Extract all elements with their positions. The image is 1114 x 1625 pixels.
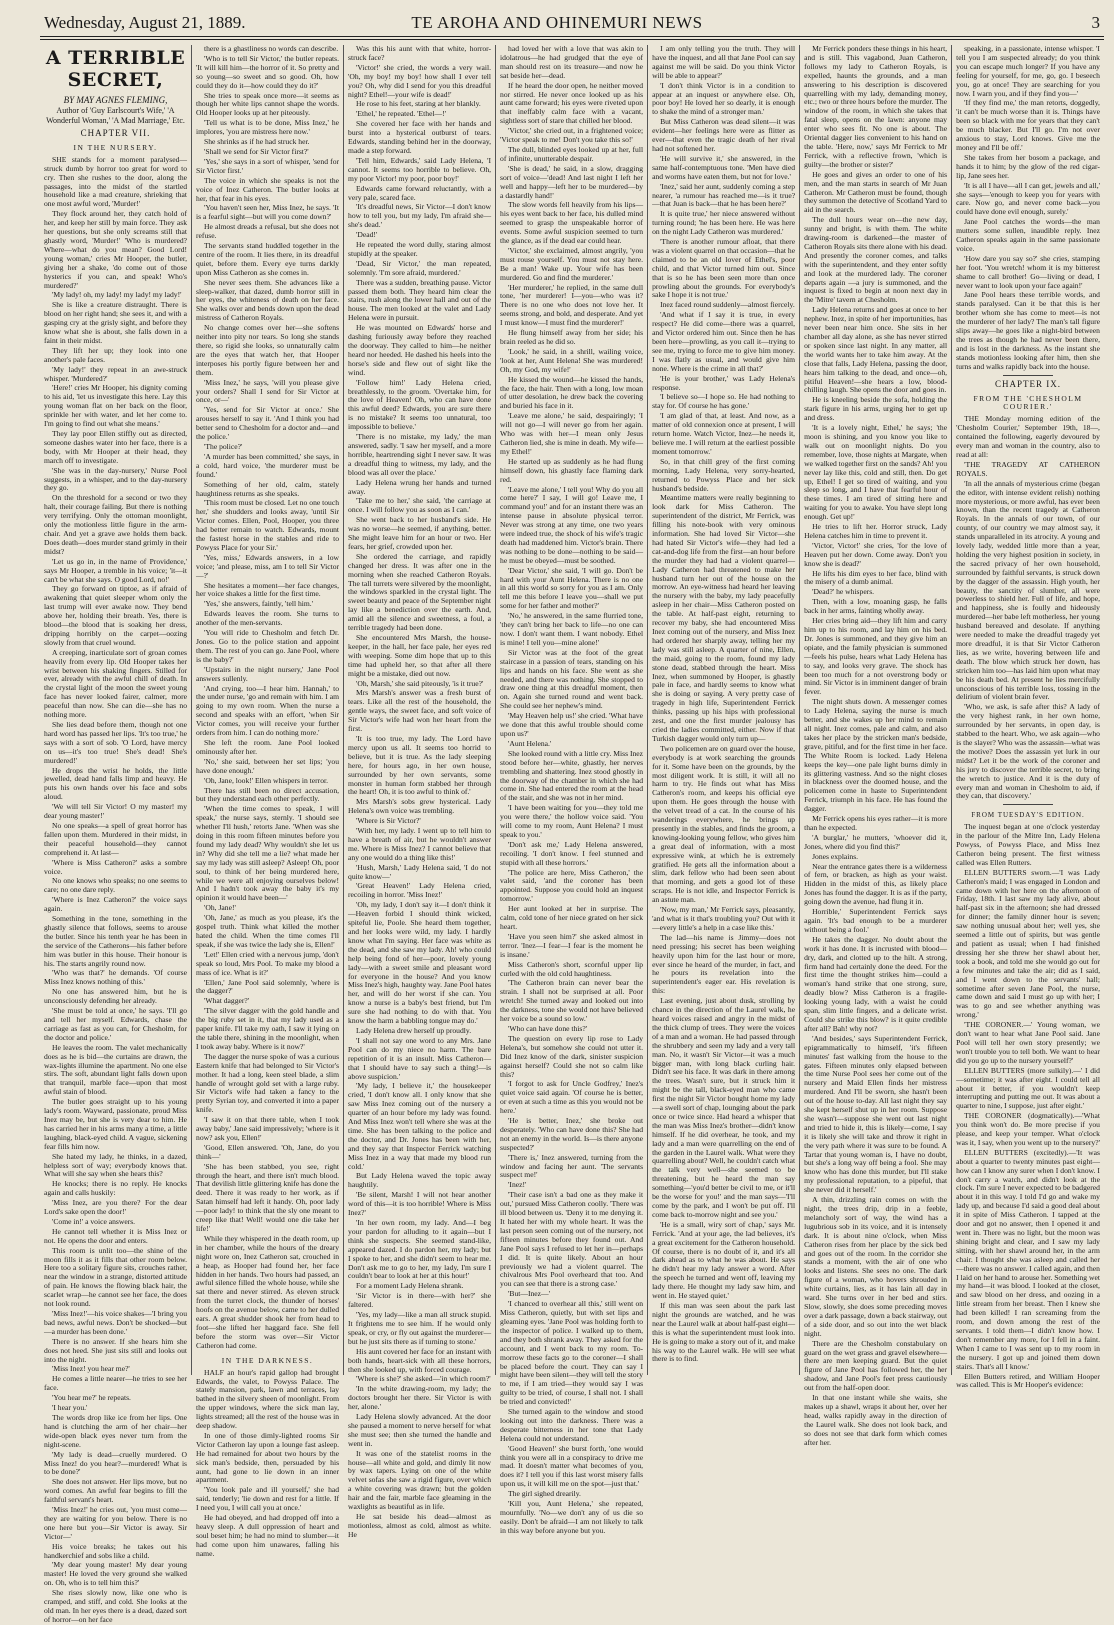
paragraph: 'Good, Ellen answered. 'Oh, Jane, do you think—' xyxy=(196,1142,340,1161)
paragraph: The voice in which she speaks is not the voice of Inez Catheron. The butler looks at her, that fear in his eyes. xyxy=(196,175,340,203)
paragraph: No one knows who speaks; no one seems to care; no one dare reply. xyxy=(44,876,188,895)
paragraph: had loved her with a love that was akin to idolatrous—he had grudged that the eye of man should rest on its treasure—and now he sat beside her—dead. xyxy=(500,44,644,80)
paragraph: 'Be silent, Marsh! I will not hear another word of this—it is too horrible! Where is Miss Inez?' xyxy=(348,1190,492,1218)
column-text xyxy=(956,823,1100,1390)
paragraph: 'I believe so—I hope so. He had nothing to stay for. Of course he has gone.' xyxy=(652,392,796,411)
paragraph: There was a sudden, breathing pause. Victor passed them both. They heard him clear the stairs, rush along the lower hall and out of the house. The men looked at the valet and Lady Helena were in pursuit. xyxy=(348,277,492,323)
paragraph: 'Ethel,' he repeated. 'Ethel—!' xyxy=(356,109,447,119)
paragraph: 'No,' she said, between her set lips; 'you have done enough.' xyxy=(196,756,340,775)
paragraph: She lies dead before them, though not one hard word has passed her lips. 'It's too true,' he says with a sort of sob. 'O Lord, have mercy on us—it's too true! She's dead! She's murdered!' xyxy=(44,720,188,765)
paragraph: SHE stands for a moment paralysed—struck dumb by horror too great for word to cry. Then she rushes to the door, along the passages, into the midst of the startled household like a mad creature, shrieking that one most awful word, 'Murder!' xyxy=(44,154,188,209)
paragraph: This room is unlit too—the shine of the moon fills it as it fills that other room below. Here too a solitary figure sits, crouches rather, near the window in a strange, distorted attitude of pain. He knows the flowing black hair, the scarlet wrap—he cannot see her face, the does not look round. xyxy=(44,1245,188,1309)
paragraph: Something in the tone, something in the ghastly silence that follows, seems to arouse the butler. Since his tenth year he has been in the service of the Catherons—his father before him was butler in this house. Their honour is his. The starts angrily round now. xyxy=(44,914,188,968)
paragraph: 'I saw it on that there table, when I took away baby,' Jane said impressively; 'where is it now? ask you, Ellen!' xyxy=(196,1115,340,1142)
paragraph: There has still been no direct accusation, but they understand each other perfectly. xyxy=(196,785,340,804)
paragraph: The inquest began at one o'clock yesterday in the parlour of the Mitre Inn, Lady Helena Powyss, of Powyss Place, and Miss Inez Catheron being present. The first witness called was Ellen Rutters. xyxy=(956,822,1100,867)
paragraph: Meantime matters were really beginning to look dark for Miss Catheron. The superintendent of the district, Mr Ferrick, was filling his note-book with very ominous information. She had loved Sir Victor—she had hated Sir Victor's wife—they had led a cat-and-dog life from the first—an hour before the murder they had had a violent quarrel—Lady Catheron had threatened to make her husband turn her out of the house on the morrow. An eye-witness had heard her leaving the nursery with the baby, my lady peacefully asleep in her chair—Miss Catheron posted on the table. At half-past eight, returning to recover my baby, she had encountered Miss Inez coming out of the nursery, and Miss Inez had ordered her sharply away, telling her my lady was still asleep. A quarter of nine, Ellen, the maid, going to the room, found my lady stone dead, stabbed through the heart. Miss Inez, when summoned by Hooper, is ghastly pale in face, and hardly seems to know what she is doing or saying. A very pretty case of tragedy in high life, Superintendent Ferrick thinks, passing up his hips with professional zest, and one the first murder jealousy has cried the ladies committed, either. Now if that Turkish dagger would only turn up— xyxy=(652,493,796,743)
paragraph: He kissed the wound—he kissed the hands, the face, the hair. Then with a long, low moan of utter desolation, he drew back the covering and buried his face in it. xyxy=(500,374,644,411)
paragraph: He comes a little nearer—he tries to see her face. xyxy=(44,1374,188,1393)
column-text xyxy=(348,45,491,1540)
paragraph: 'Miss Inez!'—his voice shakes—'I bring you bad news, awful news. Don't be shocked—but—a murder has been done.' xyxy=(44,1309,188,1336)
paragraph: She hesitates a moment—her face changes, her voice shakes a little for the first time. xyxy=(196,580,340,599)
paragraph: 'Victor, Victor!' she cries, 'for the love of Heaven put her down. Come away. Don't you know she is dead?' xyxy=(804,540,948,568)
paragraph: 'This room must be closed. Let no one touch her,' she shudders and looks away, 'until Sir Victor comes. Ellen, Pool, Hooper, you three had better remain to watch. Edwards, mount the fastest horse in the stables and ride to Powyss Place for your Sir.' xyxy=(196,498,340,552)
page-number: 3 xyxy=(1091,13,1100,32)
paragraph: 'Let!' Ellen cried with a nervous jump, 'don't speak so loud, Mrs Pool. To make my blood a mass of ice. What is it?' xyxy=(196,949,340,977)
paragraph: 'Yes, miss,' Edwards answers, in a low voice; 'and please, miss, am I to tell Sir Victor—?' xyxy=(196,552,340,580)
paragraph: The butler goes straight up to his young lady's room. Wayward, passionate, proud Miss Inez may be, but she is very dear to him. He has carried her in his arms many a time, a little laughing, black-eyed child. A vague, sickening fear fills him now. xyxy=(44,1097,188,1151)
paragraph: 'In her own room, my lady. And—I beg your pardon for alluding to it again—but I think she suspects. She seemed stand-like, appeared dazed. I do pardon her, my lady; but I spoke to her, and she didn't seem to hear me. Don't ask me to go to her, my lady, I'm sure I couldn't bear to look at her at this hour!' xyxy=(348,1218,492,1281)
paragraph: She covered her face with her hands and burst into a hysterical outburst of tears. Edwards, standing behind her in the doorway, made a step forward. xyxy=(348,119,492,155)
paragraph: The girl sighed drearily. xyxy=(508,1489,581,1499)
paragraph: 'Let us go in, in the name of Providence,' says Mr Hooper, a tremble in his voice; 'it—it can't be what she says. O good Lord, no!' xyxy=(44,556,188,584)
paragraph: 'The police are here, Miss Catheron,' the valet said, 'and the coroner has been appointed. Suppose you could hold an inquest tomorrow.' xyxy=(500,867,644,904)
paragraph: There is no answer. If she hears him she does not heed. She just sits still and looks out into the night. xyxy=(44,1336,188,1364)
paragraph: 'Dead!' xyxy=(356,230,378,240)
story-title: A TERRIBLE SECRET, xyxy=(45,47,186,91)
columns xyxy=(40,44,1104,1624)
paragraph: 'I don't think Victor is in a condition to appear at an inquest or anywhere else. Oh, poor boy! He loved her so dearly, it is enough to shake the mind of a stronger man.' xyxy=(652,80,796,117)
paragraph: It is quite true,' her niece answered without turning round; 'he has been here. He was here on the night Lady Catheron was murdered.' xyxy=(652,209,796,237)
paragraph: 'Ellen,' Jane Pool said solemnly, 'where is the dagger?' xyxy=(196,977,340,996)
paragraph: ELLEN BUTTERS sworn.—'I was Lady Catheron's maid; I was engaged in London and came down with her here on the afternoon of Friday, 18th. I last saw my lady alive, about half-past six in the afternoon; she had dressed for dinner; the family dinner hour is seven; saw nothing unusual about her; well yes, she seemed a little out of spirits, but was gentle and patient as usual; when I had finished dressing her she threw her shawl about her, took a book, and told me she would go out for a few minutes and take the air; did as I said, and I went down to the servants' hall; sometime after seven Jane Pool, the nurse, came down and said I must go up with her; I was to go and see whether anything was wrong.' xyxy=(956,867,1100,1020)
paragraph: 'Dead, Sir Victor,' the man repeated, solemnly. 'I'm sore afraid, murdered.' xyxy=(348,258,492,277)
paragraph: They lift her up; they look into one another's pale faces. xyxy=(44,345,188,364)
paragraph: 'Hush, Marsh,' Lady Helena said, 'I do not quite know—' xyxy=(348,862,492,881)
paragraph: 'He is better, Inez,' she broke out desperately. 'Who can have done this? She had not an enemy in the world. Is—is there anyone suspected?' xyxy=(500,1116,644,1152)
paragraph: 'I forgot to ask for Uncle Godfrey,' Inez's quiet voice said again. 'Of course he is better, or even at such a time as this you would not be here.' xyxy=(500,1079,644,1116)
paragraph: 'THE TRAGEDY AT CATHERON ROYALS. xyxy=(956,459,1100,478)
paragraph: The dagger the nurse spoke of was a curious Eastern knife that had belonged to Sir Victor's mother. It had a long, keen steel blade, a slim handle of wrought gold set with a large ruby. Sir Victor's wife had taken a fancy to the pretty Syrian toy, and converted it into a paper knife. xyxy=(196,1051,340,1115)
paragraph: She tries to speak once more—it seems as though her white lips cannot shape the words. Old Hooper looks up at her piteously. xyxy=(196,90,340,118)
section-heading: FROM TUESDAY'S EDITION. xyxy=(971,811,1085,820)
divider xyxy=(1003,804,1053,805)
paragraph: The question on every lip rose to Lady Helena's, but somehow she could not utter it. Did Inez know of the dark, sinister suspicion against herself? Could she not so calm like this? xyxy=(500,1033,644,1079)
paragraph: 'It is all I have—all I can get, jewels and all,' she says—'enough to keep you for years with care. Now go, and never come back—you could have done evil enough, surely.' xyxy=(956,180,1100,217)
paragraph: Mr Ferrick ponders these things in his heart, and is still. This vagabond, Juan Catheron, follows my lady to Catheron Royals, is expelled, haunts the grounds, and a man answering to his description is discovered quarrelling with my lady, demanding money, etc.; two or three hours before the murder. The window of the room, in which she takes that fatal sleep, opens on the lawn: anyone may enter who sees fit. No one is about. The Oriental dagger lies convenient to his hand on the table. 'Here, now,' says Mr Ferrick to Mr Ferrick, with a reflective frown, 'which is guilty—the brother or sister?' xyxy=(804,44,948,169)
paragraph: There are the Chesholm constabulary on guard on the wet grass and gravel elsewhere—there are men keeping guard. But the quiet figure of Jane Pool has followed her, the her shadow, and Jane Pool's feet press cautiously out from the half-open door. xyxy=(804,1338,948,1393)
paragraph: Mrs Marsh's answer was a fresh burst of tears. Like all the rest of the household, the gentle ways, the sweet face, and soft voice of Sir Victor's wife had won her heart from the first. xyxy=(348,688,492,734)
paragraph: Ellen Butters retired, and William Hooper was called. This is Mr Hooper's evidence: xyxy=(956,1371,1100,1390)
column-text xyxy=(652,45,795,1364)
paragraph: 'Victor,' she cried out, in a frightened voice; 'Victor speak to me! Don't you take this so!' xyxy=(500,126,644,145)
paragraph: 'Oh, Jane!' xyxy=(204,903,236,913)
chapter-heading: CHAPTER IX. xyxy=(995,378,1062,389)
paragraph: 'My dear young master! My dear young master! He loved the very ground she walked on. Oh, who is to tell him this?' xyxy=(44,1560,188,1588)
paragraph: THE Monday morning edition of the 'Chesholm Courier,' September 19th, 18—, contained the following, eagerly devoured by every man and woman in the country, also to read at all: xyxy=(956,414,1100,459)
paragraph: He takes the dagger. No doubt about the work it has done. It is incrusted with blood—dry, dark, and clotted up to the hilt. A strong, firm hand had certainly done the deed. For the first time the thought strikes him—could a woman's hand strike that one strong, sure, deadly blow? Miss Catheron is a fragile-looking young lady, with a waist he could span, slim little fingers, and a delicate wrist. Could she strike this blow? is it quite credible after all? Bah! why not? xyxy=(804,934,948,1033)
paragraph: He is kneeling beside the sofa, holding the stark figure in his arms, urging her to get up and dress. xyxy=(804,395,948,423)
masthead-rule-double xyxy=(40,39,1104,40)
paragraph: The lad—his name is Jimmy—does not need pressing; his secret has been weighing heavily upon him for the last hour or more, ever since he heard of the murder, in fact, and he pours its revelation into the superintendent's eager ear. His revelation is this: xyxy=(652,932,796,996)
paragraph: Was this his aunt with that white, horror-struck face? xyxy=(348,44,492,62)
paragraph: They go forward on tiptoe, as if afraid of awakening that quiet sleeper whom only the last trump will ever awake now. They bend above her, holding their breath. Yes, there is blood—the blood that is soaking her dress, dripping horribly on the carpet—oozing slowly from that cruel wound. xyxy=(44,584,188,647)
paragraph: No change comes over her—she softens neither into pity nor tears. So long she stands there, so rigid she looks, so unnaturally calm are the eyes that watch her, that Hooper interposes his portly figure between her and them. xyxy=(196,323,340,377)
paragraph: 'Oh, Jane, look!' Ellen whispers in terror. xyxy=(204,775,329,785)
paragraph: 'I have been waiting for you—they told me you were there,' the hollow voice said. 'You will come to my room, Aunt Helena? I must speak to you.' xyxy=(500,803,644,839)
paragraph: 'She is dead,' he said, in a slow, dragging sort of voice—'dead! And last night I left her well and happy—left her to be murdered—by a dastardly hand!' xyxy=(500,163,644,200)
paragraph: Edwards leaves the room. She turns to another of the men-servants. xyxy=(196,609,340,628)
paragraph: there is a ghastliness no words can describe. xyxy=(204,44,339,53)
paragraph: 'Dear Victor,' she said, 'I will go. Don't be hard with your Aunt Helena. There is no one in all this world so sorry for you as I am. Only tell me this before I leave you—shall we put some for her father and mother?' xyxy=(500,565,644,611)
paragraph: 'Who is to tell Sir Victor,' the butler repeats. 'It will kill him—the horror of it. So pretty and so young—so sweet and so good. Oh, how could they do it—how could they do it?' xyxy=(196,53,340,90)
paragraph: 'It is too true, my lady. The Lord have mercy upon us all. It seems too horrid to believe, but it is true. As the lady sleeping here, for hours ago, in her own house, surrounded by her own servants, some monster in human form stabbed her through the heart! Oh, it is too awful to think of.' xyxy=(348,733,492,797)
paragraph: 'Great Heaven!' Lady Helena cried, recoiling in horror. 'Miss Inez!' xyxy=(348,881,492,900)
masthead-title: TE AROHA AND OHINEMURI NEWS xyxy=(411,13,703,32)
paragraph: 'There is no mistake, my lady,' the man answered, sadly. 'I saw her myself, and a more horrible, heartrending sight I never saw. It was a dreadful thing to witness, my lady, and the blood was all over the place.' xyxy=(348,432,492,477)
paragraph: He rose to his feet, staring at her blankly. xyxy=(356,99,481,109)
paragraph: 'Miss Inez! you hear me?' xyxy=(52,1364,130,1374)
paragraph: 'She must be told at once,' he says. 'I'll go and tell her myself. Edwards, chase the carriage as fast as you can, for Chesholm, for the doctor and police.' xyxy=(44,1006,188,1042)
paragraph: 'Their case isn't a bad one as they make it out,' pursued Miss Catheron coolly. 'There was ill blood between us. 'Deny it to me denying it. It hated her with my whole heart. It was the last person seen coming out of the nursery, not fifteen minutes before they found out. And Jane Pool says I refused to let her in—perhaps I did. It is quite likely. About an hour previously we had a violent quarrel. The chivalrous Mrs Pool overheard that too. And you can see that there is a strong case.' xyxy=(500,1190,644,1289)
paragraph: ELLEN BUTTERS (excitedly).—'It was about a quarter to twenty minutes past eight—how can I know any surer when I don't know. I don't carry a watch, and didn't look at the clock. I'm sure I never expected to be badgered about it in this way. I told I'd go and wake my lady up, and because I'd said a good deal about it in spite of Miss Catheron. I tapped at the door and got no answer, then I opened it and went in. There was no light, but the moon was shining bright and clear, and I saw my lady sitting, with her shawl around her, in the arm chair. I thought she was asleep and called her—there was no answer. I called again, and then I laid on her hand to arouse her. Something wet my hand—it was blood. I looked at the closet, and saw blood on her dress, and oozing in a little stream from her breast. Then I knew she had been killed! I ran screaming from the room, and down among the rest of the servants. I told them—I didn't know how. I don't remember any more, for I fell in a faint. When I came to I was sent up to my room in the nursery. I got up and joined them down stairs. That's all I know.' xyxy=(956,1147,1100,1371)
paragraph: 'You hear me?' he repeats. xyxy=(52,1393,131,1403)
paragraph: 'If they find me,' the man retorts, doggedly, 'it can't be much worse than it is. Things have been so black with me for years that they can't be much blacker. But I'll go. I'm not over anxious to stay, Lord knows. Give me the money and I'll be off.' xyxy=(956,98,1100,152)
paragraph: She left the room. Jane Pool looked ominously after her. xyxy=(196,737,340,756)
paragraph: He repeated the word dully, staring almost stupidly at the speaker. xyxy=(348,240,492,258)
paragraph: It was one of the statelist rooms in the house—all white and gold, and dimly lit now by wax tapers. Lying on one of the white velvet sofas she saw a rigid figure, over which a white covering was drawn; but the golden hair and the fair, marble face gleaming in the waxlights as beautiful as in life. xyxy=(348,1448,492,1512)
paragraph: A thin, drizzling rain comes on with the night, the trees drip, drip in a feeble, melancholy sort of way, the wind has a lugubrious sob in its voice, and it is intensely dark. It is about nine o'clock, when Miss Catheron rises from her place by the sick bed and goes out of the room. In the corridor she stands a moment, with the air of one who looks and listens. She sees no one. The dark figure of a woman, who hovers shrouded in white curtains, lies, as it has lain all day in ward. She turns over in her bed and stirs. Slow, slowly, she does some preceding moves over a dark passage, down a back stairway, out of a side door, and so out into the wet black night. xyxy=(804,1195,948,1338)
paragraph: 'Yes,' she answers, faintly, 'tell him.' xyxy=(204,599,314,609)
paragraph: If this man was seen about the park last night the grounds are watched, and he was near the Laurel walk at about half-past eight—this is what the superintendent must look into. He is going to make a story out of it, and make his way to the Laurel walk. He will see what there is to find. xyxy=(652,1300,796,1364)
paragraph: 'Yes, send for Sir Victor at once.' She arouses herself to say it. 'And I think you had better send to Chesholm for a doctor and—and the police.' xyxy=(196,405,340,442)
paragraph: 'And besides,' says Superintendent Ferrick, epigrammatically to himself, 'it's fifteen minutes' fast walking from the house to the gates. Fifteen minutes only elapsed between the time Nurse Pool sees her come out of the nursery and Maid Ellen finds her mistress murdered. And I'll be sworn, she hasn't been out of the house to-day. All last night they say she kept herself shut up in her room. Suppose she wasn't—suppose she went out last night and tried to hide it, this is likely—come, I say it is likely she will take and throw it right in the very path where it was sure to be found. A Tartar that young woman is, I have no doubt, but she's a long way off being a fool. She may know who has done this murder, but I'll stake my professional reputation, to a pipeful, that she never did it herself.' xyxy=(804,1033,948,1195)
column-text xyxy=(500,45,643,1536)
paragraph: He drops the wrist he holds, the little jewelled, dead hand falls limp and heavy. He puts his own hands over his face and sobs aloud. xyxy=(44,765,188,802)
paragraph: If he heard the door open, he neither moved nor stirred. He never once looked up as his aunt came forward; his eyes were riveted upon that ineffably calm face with a vacant, sightless sort of stare that chilled her blood. xyxy=(500,80,644,126)
paragraph: He had obeyed, and had dropped off into a heavy sleep. A dull oppression of heart and soul beset him; he had no mind to slumber—it had come upon him unawares, falling his name. xyxy=(196,1513,340,1558)
paragraph: 'Her murderer,' he replied, in the same dull tone, 'her murderer! I—you—who was it? There is no one who does not love her. It seems strong, and bold, and desperate. And yet I must know—I must find the murderer!' xyxy=(500,282,644,328)
column-text xyxy=(44,156,187,1625)
paragraph: 'Yes,' she says in a sort of whisper, 'send for Sir Victor first.' xyxy=(196,156,340,175)
paragraph: 'I hear you.' xyxy=(52,1403,88,1413)
paragraph: 'Shall we send for Sir Victor first?' xyxy=(204,146,309,156)
paragraph: 'And crying, too—I hear him. Hannah,' to the under nurse, 'go and remain with him. I am going to my own room. When the nurse a second and speaks with an effort, 'when Sir Victor comes, you will receive your further orders from him. I can do nothing more.' xyxy=(196,683,340,738)
paragraph: 'But—Inez—' xyxy=(508,1289,551,1299)
newspaper-page xyxy=(10,5,1104,1624)
paragraph: 'Who was that?' he demands. 'Of course Miss Inez knows nothing of this.' xyxy=(44,968,188,987)
paragraph: 'Come in!' a voice answers. xyxy=(52,1216,136,1226)
paragraph: She does not answer. Her lips move, but no word comes. An awful fear begins to fill the faithful servant's heart. xyxy=(44,1477,188,1505)
paragraph: 'It is a lovely night, Ethel,' he says; 'the moon is shining, and you know you like to walk out on moonlight nights. Do you remember, love, those nights at Margate, when we walked together first on the sands? Ah! you never lay like this, cold and still, then. Do get up, Ethel! I get so tired of waiting, and you sleep so long, and I have that fearful hour of these times. I am tired of sitting here and waiting for you to awake. You have slept long enough. Get up!' xyxy=(804,423,948,522)
paragraph: 'My lady is dead—cruelly murdered. O Miss Inez! do you hear?—murdered! What is to be done?' xyxy=(44,1449,188,1477)
paragraph: He knocks; there is no reply. He knocks again and calls huskily: xyxy=(44,1179,188,1198)
paragraph: 'Dead?' he whispers. xyxy=(812,587,875,597)
paragraph: 'My lady! oh, my lady! my lady! my lady!' xyxy=(52,290,182,300)
paragraph: While they whispered in the death room, up in her chamber, while the hours of the dreary night wore on, Inez Catheron sat, crouched in a heap, as Hooper had found her, her face hidden in her hands. Two hours had passed, an awful silence filled the whole house, while she sat there and never stirred. As eleven struck from the turret clock, the thunder of horses' hoofs on the avenue below, came to her dulled ears. A great shudder shook her from head to foot—she lifted her haggard face. She fell before the storm was over—Sir Victor Catheron had come. xyxy=(196,1233,340,1350)
paragraph: Sir Victor was at the foot of the great staircase in a passion of tears, standing on his lips and hands on his face. She went as she needed, and there was nothing. She stopped to draw one thing at this dreadful moment, then on. Again she turned round and went back. She could see her nephew's mind. xyxy=(500,647,644,711)
paragraph: The servants stand huddled together in the centre of the room. It lies there, in its dreadful quiet, before them. Every eye turns darkly upon Miss Catheron as she comes in. xyxy=(196,241,340,277)
paragraph: Then, with a low, moaning gasp, he falls back in her arms, fainting wholly away. xyxy=(804,597,948,616)
byline: BY MAY AGNES FLEMING, xyxy=(63,95,168,105)
paragraph: Mr Ferrick opens his eyes rather—it is more than he expected. xyxy=(804,814,948,832)
column-1 xyxy=(40,45,192,1624)
paragraph: A creeping, inarticulate sort of groan comes heavily from every lip. Old Hooper takes her wrist between his shaking fingers. Stilled for ever, already with the awful chill of death. In the crystal light of the moon the sweet young face has never looked fairer, calmer, more peaceful than now. She can die—she has no nothing more. xyxy=(44,647,188,720)
paragraph: 'Now, my man,' Mr Ferrick says, pleasantly, 'and what is it that's troubling you? Out with it—every little's a help in a case like this.' xyxy=(652,905,796,932)
paragraph: Lady Helena drew herself up proudly. xyxy=(356,1025,472,1035)
paragraph: She shrinks as if he had struck her. xyxy=(204,137,310,147)
chapter-subheading: IN THE NURSERY. xyxy=(73,142,158,152)
paragraph: 'Leave me alone,' I tell you! Why do you all come here?' I say, I will go! Leave me, I command you!' and for an instant there was an intense pause in absolute physical terror. Never was strong at any time, one two years were indeed true, the shock of his wife's tragic death had maddened him. Victor's brain. There was nothing to be done—nothing to be said—he must be obeyed—must be soothed. xyxy=(500,484,644,565)
paragraph: 'The silver dagger with the gold handle and the big ruby set in it, that my lady used as a paper knife. I'll take my oath, I saw it lying on the table there, shining in the moonlight, when I took away baby. Where is it now?' xyxy=(196,1006,340,1051)
paragraph: 'Where is Miss Catheron?' asks a sombre voice. xyxy=(44,857,188,876)
paragraph: 'Good Heaven!' she burst forth, 'one would think you were all in a conspiracy to drive me mad. It doesn't matter what becomes of you, does it? I tell you if this last worst misery falls upon us, it will kill me on the spot—just that.' xyxy=(500,1443,644,1489)
paragraph: Inez faced round suddenly—almost fiercely. xyxy=(660,300,795,310)
paragraph: 'He is your brother,' was Lady Helena's response. xyxy=(652,373,796,392)
paragraph: 'No,' he answered, in the same flurried tone, 'they can't bring her back to life—no one can now. I don't want them. I want nobody. Ethel is mine! I tell you—mine alone!' xyxy=(500,611,644,647)
chapter-subheading: FROM THE 'CHESHOLM COURIER.' xyxy=(973,393,1083,412)
paragraph: 'Tell him, Edwards,' said Lady Helena, 'I cannot. It seems too horrible to believe. Oh, my poor Victor! my poor, poor boy!' xyxy=(348,155,492,183)
paragraph: Lady Helena wrung her hands and turned away. xyxy=(348,477,492,496)
paragraph: They lay poor Ellen stiffly out as directed, someone dashes water into her face, there is a body, with Mr Hooper at their head, they march off to investigate. xyxy=(44,429,188,465)
paragraph: 'THE CORONER.—' Young woman, we don't want to hear what Jane Pool said. Jane Pool will tell her own story presently; we won't trouble you to tell both. We want to hear did you go up to the nursery yourself?' xyxy=(956,1020,1100,1065)
paragraph: 'Upstairs in the night nursery,' Jane Pool answers sullenly. xyxy=(196,664,340,683)
paragraph: He leaves the room. The valet mechanically does as he is bid—the curtains are drawn, the wax-lights illumine the apartment. No one else stirs. The soft, abundant light falls down upon that tranquil, marble face—upon that most awful stain of blood. xyxy=(44,1042,188,1097)
paragraph: They flock around her, they catch hold of her, and keep her still by main force. They ask her questions, but she only screams still that ghastly word, 'Murder!' 'Who is murdered? Where—what do you mean? Good Lord! young woman,' cries Mr Hooper, the butler, giving her a shake, 'do come out of those hysterics if you can, and speak! Who's murdered?' xyxy=(44,209,188,290)
paragraph: She encountered Mrs Marsh, the house-keeper, in the hall, her face pale, her eyes red with weeping. Some dim hope that up to this time had upheld her, so that after all there might be a mistake, died out now. xyxy=(348,633,492,678)
paragraph: 'Aunt Helena.' xyxy=(508,738,552,748)
paragraph: Near the entrance gates there is a wilderness of fern, or bracken, as high as your waist. Hidden in the midst of this, as likely place Jones has found the dagger. It is as if the party, going down the avenue, had flung it in. xyxy=(804,861,948,907)
paragraph: 'Here!' cries Mr Hooper, his dignity coming to his aid, 'let us investigate this here. Lay this young woman flat on her back on the floor, sprinkle her with water, and let her come to. I'm going to find out what she means.' xyxy=(44,383,188,429)
paragraph: The dull, blinded eyes looked up at her, full of infinite, unutterable despair. xyxy=(500,144,644,163)
paragraph: Jane Pool catches the words—the man mutters some sullen, inaudible reply. Inez Catheron speaks again in the same passionate voice. xyxy=(956,217,1100,253)
paragraph: 'Miss Inez!' he cries out, 'you must come—they are waiting for you below. There is no one here but you—Sir Victor is away. Sir Victor—' xyxy=(44,1505,188,1541)
paragraph: 'A murder has been committed,' she says, in a cold, hard voice, 'the murderer must be found.' xyxy=(196,451,340,479)
masthead-date: Wednesday, August 21, 1889. xyxy=(44,13,246,32)
paragraph: Mrs Marsh's sobs grew hysterical. Lady Helena's own voice was trembling. xyxy=(348,797,492,816)
paragraph: 'Miss Inez, are you there? For the dear Lord's sake open the door!' xyxy=(44,1198,188,1217)
paragraph: 'In all the annals of mysterious crime (began the editor, with intense evident relish) nothing more mysterious, or more awful, has ever been known, than the recent tragedy at Catheron Royals. In the annals of our town, of our county, of our country we may almost say, it stands unparalleled in its atrocity. A young and lovely lady, wedded little more than a year, holding the very highest position in society, in the sacred privacy of her own household, surrounded by faithful servants, is struck down by the dagger of the assassin. High youth, her beauty, the sanctity of slumber, all were powerless to shield her. Full of life, and hope, and happiness, she is foully and hideously murdered—her babe left motherless, her young husband bereaved and desolate. If anything were needed to make the dreadful tragedy yet more dreadful, it is that Sir Victor Catheron lies, as we write, hovering between life and death. The blow which struck her down, has stricken him too—has laid him upon what may be his death bed. At present he lies mercifully unconscious of his terrible loss, tossing in the delirium of violent brain fever. xyxy=(956,478,1100,702)
paragraph: She rises slowly now, like one who is cramped, and stiff, and cold. She looks at the old man. In her eyes there is a dead, dazed sort of horror—on her face xyxy=(44,1588,188,1624)
paragraph: She hated my lady, he thinks, in a dazed, helpless sort of way; everybody knows that. What will she say when she hears this? xyxy=(44,1151,188,1179)
paragraph: 'Who, we ask, is safe after this? A lady of the very highest rank, in her own home, surrounded by her servants, in open day, is stabbed to the heart. Who, we ask again—who is the slayer? Who was the assassin—what was the motive? Does the assassin yet lurk in our midst? Let it be the work of the coroner and his jury to discover the terrible secret, to bring the wretch to justice. And it is the duty of every man and woman in Chesholm to aid, if they can, that discovery.' xyxy=(956,702,1100,801)
masthead xyxy=(10,9,1104,35)
paragraph: The words drop like ice from her lips. One hand is clutching the arm of her chair—her wide-open black eyes never turn from the night-scene. xyxy=(44,1412,188,1449)
paragraph: I am only telling you the truth. They will have the inquest, and all that Jane Pool can say against me will be said. Do you think Victor will be able to appear?' xyxy=(652,44,796,80)
paragraph: 'Inez,' said her aunt, suddenly coming a step nearer, 'a rumour has reached me—is it true?—that Juan is back—that he has been here?' xyxy=(652,181,796,209)
column-text xyxy=(956,45,1100,372)
paragraph: 'Oh, my lady, I don't say it—I don't think it—Heaven forbid I should think wicked, spiteful lie, Poole. She heard them together, and her looks were wild, my lady. I hardly know what I'm saying. Her face was white as the dead, and she saw my lady. Ah! who could help being fond of her—poor, lovely young lady—with a sweet smile and pleasant word for everyone in the house? And you know Miss Inez's high, haughty way. Jane Pool hates her, and will do her worst if she can. You know a nurse is a baby's best friend, but I'm sure she had nothing to do with that. You know the harm a babbling tongue may do.' xyxy=(348,900,492,1026)
paragraph: She is like a creature distraught. There is blood on her right hand; she sees it, and with a gasping cry at the grisly sight, and before they know what she is about, she falls down in a faint in their midst. xyxy=(44,300,188,345)
paragraph: 'He will survive it,' she answered, in the same half-contemptuous tone. 'Men have died and worms have eaten them, but not for love.' xyxy=(652,153,796,181)
paragraph: 'Leave me alone,' he said, despairingly; 'I will not go—I will never go from her again. Who was with her—I mean only Jesus Catheron lied, she is mine in death. My wife—my Ethel!' xyxy=(500,411,644,456)
paragraph: Miss Catheron's short, scornful upper lip curled with the old cold haughtiness. xyxy=(500,959,644,978)
section-heading: IN THE DARKNESS. xyxy=(221,1355,314,1365)
paragraph: 'Where is Inez Catheron?' the voice says again. xyxy=(44,895,188,914)
column-3 xyxy=(344,44,496,1539)
paragraph: Lady Helena slowly advanced. At the door she paused a moment to nerve herself for what she must see; then she turned the handle and went in. xyxy=(348,1412,492,1448)
paragraph: 'Kill you, Aunt Helena,' she repeated, mournfully. 'No—we don't any of us die so easily. Don't be afraid—I am not likely to talk in this way before anyone but you. xyxy=(500,1499,644,1535)
paragraph: 'Who can have done this?' xyxy=(508,1023,588,1033)
paragraph: His aunt covered her face for an instant with both hands, heart-sick with all these horrors, then she looked up, with forced courage. xyxy=(348,1346,492,1374)
paragraph: 'Inez!' xyxy=(508,1180,527,1190)
paragraph: 'With her, my lady. I went up to tell him to have a breath of air, but he wouldn't answer me. Where is Miss Inez? I cannot believe that any one would do a thing like this!' xyxy=(348,826,492,862)
paragraph: 'Don't ask me,' Lady Helena answered, recoiling. 'I don't know. I feel stunned and stupid with all these horrors.' xyxy=(500,839,644,867)
paragraph: He was mounted on Edwards' horse and dashing furiously away before they reached the doorway. They called to him—he neither heard nor heeded. He dashed his heels into the horse's side and flew out of sight like the wind. xyxy=(348,323,492,377)
paragraph: 'I chanced to overhear all this,' still went on Miss Catheron, quietly, but with set lips and gleaming eyes. 'Jane Pool was holding forth to the inspector of police. I walked up to them, and they both shrank away. They asked for the account, and I went back to my room. To-morrow these facts go to the coroner—I shall be placed before the court. They can say I might have been silent—they will tell the story to me, if I am tried—they would say I was guilty to be tried, of course, I shall not. I shall be tried and convicted!' xyxy=(500,1299,644,1407)
paragraph: In one of those dimly-lighted rooms Sir Victor Catheron lay upon a lounge fast asleep. He had remained for about two hours by the sick man's bedside, then, persuaded by his aunt, had gone to lie down in an inner apartment. xyxy=(196,1430,340,1485)
paragraph: For a moment Lady Helena shrank. xyxy=(356,1281,464,1291)
paragraph: 'Tell us what is to be done, Miss Inez,' he implores, 'you are mistress here now.' xyxy=(196,118,340,137)
paragraph: 'She has been stabbed, you see, right through the heart, and there isn't much blood. That devilish little glittering knife has done the deed. There it was ready to her work, as if Satan himself had left it handy. Oh, poor lady—poor lady! to think that the sly one meant to creep like that! Well! would one die take her life!' xyxy=(196,1161,340,1233)
column-2 xyxy=(192,44,344,1558)
paragraph: 'You haven't seen her, Miss Inez, he says. 'It is a fearful sight—but will you come down?' xyxy=(196,203,340,222)
paragraph: He almost dreads a refusal, but she does not refuse. xyxy=(196,222,340,241)
paragraph: 'He is a small, wiry sort of chap,' says Mr. Ferrick. 'And at your age, the lad believes, it's a great excitement for the Catheron household. Of course, there is no doubt of it, and it's all dark ahead as to what he was about. He says he didn't hear my lady answer a word. After the speech he turned and went off, leaving my lady there. He thought my lady saw him, and went in. He stayed quiet.' xyxy=(652,1219,796,1301)
column-7 xyxy=(952,44,1104,1390)
paragraph: The slow words fell heavily from his lips—his eyes went back to her face, his dulled mind seemed to grasp the unspeakable horror of events. Some awful suspicion seemed to turn the glance, as if the dead ear could hear. xyxy=(500,200,644,246)
paragraph: So, in that chill grey of the first coming morning, Lady Helena, very sorry-hearted, returned to Powyss Place and her sick husband's bedside. xyxy=(652,456,796,493)
paragraph: 'I am glad of that, at least. And now, as a matter of old connexion once at present, I will return home. Watch Victor, Inez—he needs it, believe me. I will return at the earliest possible moment tomorrow.' xyxy=(652,411,796,456)
paragraph: 'It's dreadful news, Sir Victor—I don't know how to tell you, but my lady, I'm afraid she—she's dead.' xyxy=(348,202,492,230)
paragraph: He sat beside his dead—almost as motionless, almost as cold, almost as white. He xyxy=(348,1512,492,1539)
paragraph: 'I shall not say one word to any Mrs. Jane Pool can do my niece no harm. The bare repetition of it is an insult. Miss Catheron—that I should have to say such a thing!—is above suspicion.' xyxy=(348,1035,492,1081)
paragraph: 'Victor!' she cried, the words a very wail. 'Oh, my boy! my boy! how shall I ever tell you? Oh, why did I send for you this dreadful night? Ethel!—your wife is dead!' xyxy=(348,62,492,99)
paragraph: His voice breaks; he takes out his handkerchief and sobs like a child. xyxy=(44,1541,188,1560)
paragraph: No one speaks—a spell of great horror has fallen upon them. Murdered in their midst, in their peaceful household—they cannot comprehend it. At last— xyxy=(44,820,188,857)
paragraph: 'Victor,' she exclaimed, almost angrily, 'you must rouse yourself. You must not stay here. Be a man! Wake up. Your wife has been murdered. Go and find the murderer.' xyxy=(500,245,644,282)
paragraph: Something of her old, calm, stately haughtiness returns as she speaks. xyxy=(196,479,340,498)
paragraph: 'My lady, I believe it,' the housekeeper cried, 'I don't know all. I only know that she saw Miss Inez coming out of the nursery a quarter of an hour before my lady was found. And Miss Inez won't tell where she was at the time. She has been talking to the police and the doctor, and Dr. Jones has been with her, and they say that Inspector Ferrick watching Miss Inez in a way that made my blood run cold.' xyxy=(348,1081,492,1171)
paragraph: On the threshold for a second or two they halt, their courage failing. But there is nothing very terrifying. Only the ottoman moonlight, only the motionless little figure in the arm-chair. And yet a grave awe holds them back. Does death—does murder stand grimly in their midst? xyxy=(44,493,188,556)
paragraph: Horrible,' Superintendent Ferrick says again. 'It's bad enough to be a murderer without being a fool.' xyxy=(804,907,948,934)
paragraph: She turned again to the window and stood looking out into the darkness. There was a desperate bitterness in her tone that Lady Helena could not understand. xyxy=(500,1407,644,1443)
paragraph: THE CORONER (dogmatically).—'What you think won't do. Be more precise if you please, and keep your temper. What o'clock was it, I say, when you went up to the nursery?' xyxy=(956,1111,1100,1147)
paragraph: But Miss Catheron was dead silent—it was evident—her feelings here were as flitter as ever—that even the tragic death of her rival had not softened her. xyxy=(652,117,796,153)
paragraph: She never sees them. She advances like a sleep-walker, that dazed, dumb horror still in her eyes, the whiteness of death on her face. She walks over and bends down upon the dead mistress of Catheron Royals. xyxy=(196,277,340,323)
paragraph: 'Yes, my lady—like a man all struck stupid. It frightens me to see him. If he would only speak, or cry, or fly out against the murderer—but he just sits there as if turning to stone.' xyxy=(348,1310,492,1346)
column-text xyxy=(196,45,339,1351)
paragraph: 'When the time comes to speak, I will speak,' the nurse says, sternly. 'I should see whether I'll hush,' retorts Jane. 'When was she doing in this room fifteen minutes before you found my lady dead? Why wouldn't she let us in? Why did she tell me a lie? what made her say my lady was still asleep? Asleep! Oh, poor soul, to think of her being murdered here, while we were all enjoying ourselves below! And I hadn't took away the baby it's my opinion it would have been—' xyxy=(196,804,340,903)
paragraph: Jones explains. xyxy=(812,851,859,861)
paragraph: Edwards came forward reluctantly, with a very pale, scared face. xyxy=(348,183,492,202)
paragraph: 'Take me to her,' she said, 'the carriage at once. I will follow you as soon as I can.' xyxy=(348,496,492,515)
paragraph: She looked round with a little cry. Miss Inez stood before her—white, ghastly, her nerves trembling and shattering. Inez stood ghostly in the doorway of the chamber in which she had come in. She had entered the room at the head of the stair, and she was not in her mind. xyxy=(500,748,644,803)
paragraph: Last evening, just about dusk, strolling by chance in the direction of the Laurel walk, he heard voices raised and angry in the midst of the thick clump of trees. They were the voices of a man and a woman. He had passed through the shrubbery and seen my lady and a very tall man. No, it wasn't Sir Victor—it was a much bigger man, with long black curling hair. Didn't see his face. It was dark in there among the trees. Wasn't sure, but it struck him it might be the tall, black-eyed man who came first the night Sir Victor bought home my lady—a swell sort of chap, lounging about the park once or twice since. Had heard a whisper that the man was Miss Inez's brother—didn't know himself. If he did overhear, he took, and my lady and a man were quarrelling on the end of the garden in the Laurel walk. What were they quarrelling about? Well, he couldn't catch what the talk very well—she seemed to be threatening, but he heard the man say something—'you'd better be civil to me, or it'll be the worse for you!' and the man says—'I'll come by the park, and I won't be put off. I'll come back to-morrow night and see you.' xyxy=(652,996,796,1219)
column-text xyxy=(196,1369,339,1559)
paragraph: Her cries bring aid—they lift him and carry him up to his room, and lay him on his bed. Dr. Jones is summoned, and they give him an opiate, and the family physician is summoned—feels his pulse, hears what Lady Helena has to say, and looks very grave. The shock has been too much for a not overstrong body or mind. Sir Victor is in imminent danger of brain fever. xyxy=(804,616,948,697)
paragraph: He flung himself away from her side; his brain reeled as he did so. xyxy=(500,328,644,346)
paragraph: Her aunt looked at her in surprise. The calm, cold tone of her niece grated on her sick heart. xyxy=(500,904,644,931)
paragraph: 'Have you seen him?' she asked almost in terror. 'Inez—I fear—I fear is the moment he is insane.' xyxy=(500,931,644,959)
paragraph: 'Look,' he said, in a shrill, wailing voice, 'look at her, Aunt Helena! She was murdered! Oh, my God, my wife!' xyxy=(500,346,644,374)
paragraph: 'And what if I say it is true, in every respect? He did come—there was a quarrel, and Victor ordered him out. Since then he has been here—prowling, as you call it—trying to see me, trying to force me to give him money. I was flatly as usual, and would give him none. Where is the crime in all that?' xyxy=(652,310,796,373)
divider xyxy=(1003,375,1053,376)
paragraph: The dull hours wear on—the new day, sunny and bright, is with them. The white drawing-room is darkened—the master of Catheron Royals sits there alone with his dead. And presently the coroner comes, and talks with the superintendent, and they enter softly and look at the murdered lady. The coroner departs again —a jury is summoned, and the inquest is fixed to begin at noon next day in the 'Mitre' tavern at Chesholm. xyxy=(804,215,948,305)
paragraph: 'The police?' xyxy=(204,441,243,451)
paragraph: ELLEN BUTTERS (more sulkily).—' I did—sometime; it was after eight. I could tell all about it better, if you wouldn't keep interrupting and putting me out. It was about a quarter to nine, I suppose, just after eight.' xyxy=(956,1065,1100,1111)
paragraph: 'She was in the day-nursery,' Nurse Pool suggests, in a whisper, and to the day-nursery they go. xyxy=(44,465,188,493)
paragraph: Jane Pool hears these terrible words, and stands paralysed. Can it be that this is her brother whom she has come to meet—is not the murderer of her lady? The man's tall figure slips away—he goes like a night-bird between the trees as though he had never been there, and is lost in the darkness. As the instant she stands motionless looking after him, then she turns and walks rapidly back into the house. xyxy=(956,290,1100,371)
paragraph: Lady Helena returns and goes at once to her nephew. Inez, in spite of her importunities, has never been near him once. She sits in her chamber all day alone, as she has never stirred or spoken since last night. In any matter, all the world wants her to take him away. At the close that falls, Lady Helena, passing the door, hears him talking to the dead, and once—oh, pitiful Heaven!—she hears a low, blood-chilling laugh. She opens the door and goes in. xyxy=(804,305,948,395)
paragraph: 'We will tell Sir Victor! O my master! my dear young master!' xyxy=(44,802,188,821)
column-4 xyxy=(496,44,648,1535)
paragraph: 'Where is she?' she asked—'in which room?' xyxy=(356,1374,491,1384)
chapter-heading: CHAPTER VII. xyxy=(80,128,151,138)
paragraph: 'You will ride to Chesholm and fetch Dr. Jones. Go to the police station and appoint them. The rest of you can go. Jane Pool, where is the baby?' xyxy=(196,628,340,664)
paragraph: 'There is,' Inez answered, turning from the window and facing her aunt. 'The servants suspect me!' xyxy=(500,1152,644,1180)
paragraph: 'In the white drawing-room, my lady; the doctors brought her there. Sir Victor is with her, alone.' xyxy=(348,1384,492,1412)
paragraph: 'May Heaven help us!' she cried. 'What have we done that this awful trouble should come upon us?' xyxy=(500,711,644,738)
paragraph: Two policemen are on guard over the house, everybody is at work searching the grounds for it. Some have been on the grounds, by the most diligent work. It is still, it will all no harm to try. He finds out what has Miss Catheron's room, and keeps his official eye upon them. He goes through the house with the velvet tread of a cat. In the course of his wanderings everywhere, he brings up presently in the stables, and finds the groom, a knowing-looking young fellow, who gives him a great deal of information, with a most expressive wink, at which he is extremely gratified. He gets all the information about a slim, dark fellow who had been seen about that morning, and gets a good lot of these scraps. He is not idle, and Inspector Ferrick is an astute man. xyxy=(652,743,796,905)
column-6 xyxy=(800,44,952,1447)
column-text xyxy=(956,415,1100,801)
masthead-rule xyxy=(40,36,1104,37)
paragraph: She ordered the carriage, and rapidly changed her dress. It was after one in the morning when she reached Catheron Royals. The tall turrets were silvered by the moonlight, the windows sparkled in the crystal light. The sweet beauty and peace of the September night lay like a benediction over the earth. And, amid all the silence and sweetness, a foul, a terrible tragedy had been done. xyxy=(348,551,492,633)
paragraph: speaking, in a passionate, intense whisper. 'I tell you I am suspected already; do you think you can escape much longer? If you have any feeling for yourself, for me, go, go. I beseech you, go at once! They are searching for you now. I warn you, and if they find you—' xyxy=(956,44,1100,98)
paragraph: But Lady Helena waved the topic away haughtily. xyxy=(348,1171,492,1190)
paragraph: 'Miss Inez,' he says, 'will you please give your orders? Shall I send for Sir Victor at once, or—' xyxy=(196,377,340,405)
paragraph: The night shuts down. A messenger comes to Lady Helena, saying the nurse is much better, and she wakes up her mind to remain all night. Inez comes, pale and calm, and also takes her place by the stricken man's bedside, grave, pitiful, and for the first time in her face. The White Room is locked. Lady Helena keeps the key—one pale light burns dimly in its glittering vastness. And so the night closes in blackness over the doomed house, and the policemen come in haste to Superintendent Ferrick, triumph in his face. He has found the dagger. xyxy=(804,697,948,814)
paragraph: 'There is another rumour afloat, that there was a violent quarrel on that occasion—that he claimed to be an old lover of Ethel's, poor child, and that Victor turned him out. Since that is so he has been seen more than once prowling about the grounds. For everybody's sake I hope it is not true.' xyxy=(652,237,796,300)
paragraph: 'Oh, Jane,' as much as you please, it's the gospel truth. Think what killed the mother hated the child. When the time comes I'll speak, if she was twice the lady she is, Ellen!' xyxy=(196,913,340,949)
paragraph: 'You look pale and ill yourself,' she had said, tenderly; 'lie down and rest for a little. If I need you, I will call you at once.' xyxy=(196,1485,340,1513)
author-credits: Author of 'Guy Earlscourt's Wife,' 'A Wonderful Woman,' 'A Mad Marriage,' Etc. xyxy=(46,106,185,125)
paragraph: She went back to her husband's side. He was no worse—he seemed, if anything, better. She might leave him for an hour or two. Her fears, her grief, crowded upon her. xyxy=(348,515,492,551)
paragraph: 'A burglar,' he mutters, 'whoever did it, Jones, where did you find this?' xyxy=(804,832,948,851)
paragraph: 'Follow him!' Lady Helena cried, breathlessly, to the groom. 'Overtake him, for the love of Heaven! Oh, who can have done this awful deed? Edwards, you are sure there is no mistake? It seems too unnatural, too impossible to believe.' xyxy=(348,377,492,432)
paragraph: 'Where is Sir Victor?' xyxy=(356,816,421,826)
paragraph: 'Sir Victor is in there—with her?' she faltered. xyxy=(348,1291,492,1310)
paragraph: He goes and gives an order to one of his men, and the man starts in search of Mr Juan Catheron. Mr Catheron must be found, though they summon the detective of Scotland Yard to aid in the search. xyxy=(804,169,948,215)
paragraph: 'What dagger?' xyxy=(204,996,250,1006)
paragraph: 'The Catheron brain can never bear the strain. I shall not be surprised at all. Poor wretch! She turned away and looked out into the darkness, tone she would not have believed her voice be a sound so low.' xyxy=(500,978,644,1024)
paragraph: In that one instant while she waits, she makes up a shawl, wraps it about her, over her head, walks rapidly away in the direction of the Laurel walk. She does not look back, and so does not see that dark form which comes after her. xyxy=(804,1393,948,1447)
paragraph: 'Oh, Marsh,' she said piteously, 'is it true?' xyxy=(356,678,484,688)
paragraph: He lifts his dim eyes to her face, blind with the misery of a dumb animal. xyxy=(804,568,948,587)
paragraph: He tries to lift her. Horror struck, Lady Helena catches him in time to prevent it. xyxy=(804,522,948,540)
paragraph: No one has answered him, but he is unconsciously defending her already. xyxy=(44,987,188,1006)
paragraph: He cannot tell whether it is Miss Inez or not. He opens the door and enters. xyxy=(44,1226,188,1245)
paragraph: He started up as suddenly as he had flung himself down, his ghastly face flaming dark red. xyxy=(500,456,644,484)
column-5 xyxy=(648,45,800,1375)
paragraph: 'How dare you say so?' she cries, stamping her foot. 'You wretch! whom it is my bitterest shame to call brother! Go—living or dead, I never want to look upon your face again!' xyxy=(956,253,1100,290)
paragraph: She takes from her bosom a package, and hands it to him; by the glow of the red cigar-lip, Jane sees her. xyxy=(956,152,1100,180)
paragraph: HALF an hour's rapid gallop had brought Edwards, the valet, to Powyss Palace. The stately mansion, park, lawn and terraces, lay bathed in the silvery sheen of moonlight. From the upper windows, where the sick man lay, lights streamed; all the rest of the house was in deep shadow. xyxy=(196,1367,340,1431)
paragraph: 'My lady!' they repeat in an awe-struck whisper. 'Murdered?' xyxy=(44,364,188,383)
column-text xyxy=(804,45,947,1447)
